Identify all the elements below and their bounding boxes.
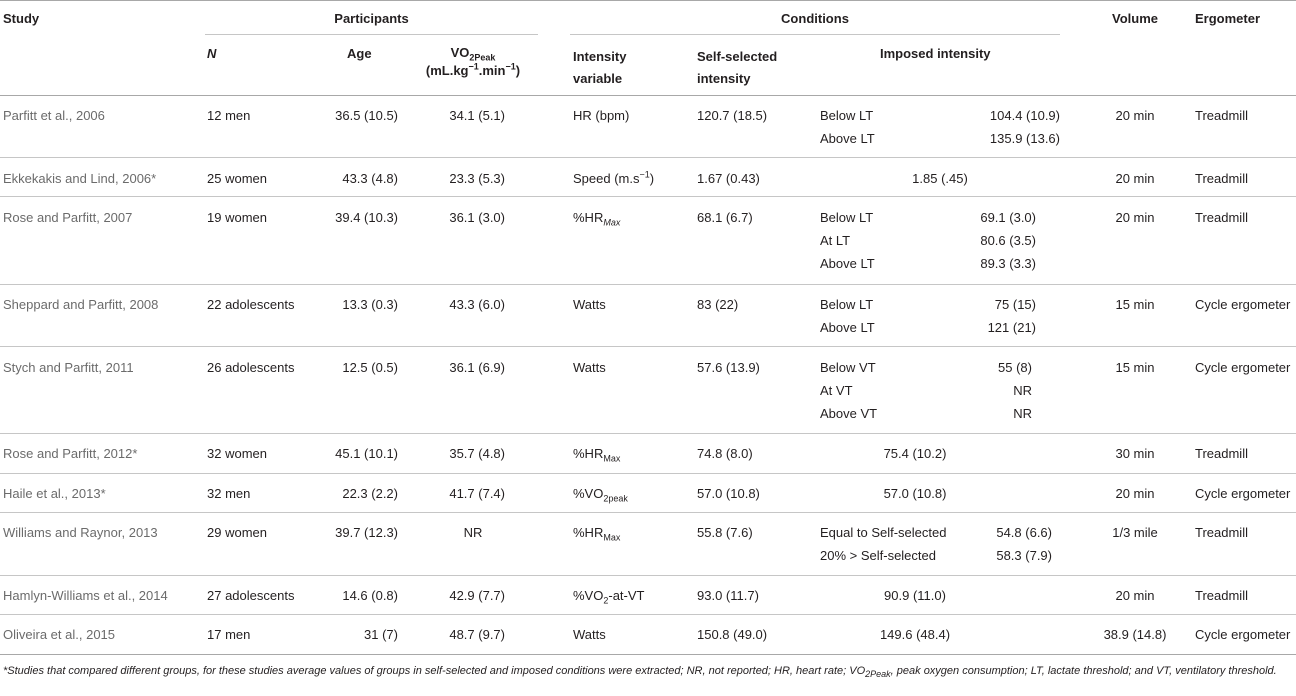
var-text: %HR — [573, 446, 604, 461]
n-cell: 22 adolescents — [207, 297, 295, 312]
ergometer-cell: Treadmill — [1195, 210, 1248, 225]
vo2-sub: 2 — [469, 52, 475, 63]
age-cell: 36.5 (10.5) — [335, 108, 398, 123]
header-bottom-rule — [0, 95, 1296, 96]
var-text: %HR — [573, 525, 604, 540]
ergometer-cell: Cycle ergometer — [1195, 486, 1291, 501]
imposed-value: 149.6 (48.4) — [879, 627, 951, 642]
n-cell: 25 women — [207, 171, 267, 186]
var-sub: 2 — [603, 595, 609, 606]
header-conditions: Conditions — [781, 11, 849, 26]
self-selected-cell: 93.0 (11.7) — [697, 588, 759, 603]
table-bottom-rule — [0, 654, 1296, 655]
vo2-unit-c: ) — [515, 63, 521, 78]
header-vo2peak — [408, 44, 538, 80]
ergometer-cell: Treadmill — [1195, 171, 1248, 186]
row-divider — [0, 196, 1296, 197]
var-sup: −1 — [639, 169, 650, 180]
header-ergometer: Ergometer — [1195, 11, 1261, 26]
ergometer-cell: Treadmill — [1195, 525, 1248, 540]
vo2-cell: 48.7 (9.7) — [449, 627, 505, 642]
imposed-value: 57.0 (10.8) — [883, 486, 947, 501]
imposed-value: 80.6 (3.5) — [980, 233, 1036, 248]
n-cell: 27 adolescents — [207, 588, 295, 603]
row-divider — [0, 346, 1296, 347]
var-text: %VO — [573, 588, 604, 603]
self-selected-line1: Self-selected — [697, 49, 778, 64]
self-selected-line2: intensity — [697, 71, 751, 86]
vo2-cell: 35.7 (4.8) — [449, 446, 505, 461]
imposed-label: Above VT — [820, 406, 878, 421]
imposed-value: 135.9 (13.6) — [989, 131, 1060, 146]
imposed-value: 104.4 (10.9) — [989, 108, 1060, 123]
vo2-cell: 34.1 (5.1) — [449, 108, 505, 123]
intensity-variable-cell — [573, 588, 644, 604]
vo2-cell: 36.1 (3.0) — [449, 210, 505, 225]
vo2-cell: 41.7 (7.4) — [449, 486, 505, 501]
volume-cell: 15 min — [1115, 297, 1155, 312]
imposed-value: 55 (8) — [998, 360, 1032, 375]
volume-cell: 1/3 mile — [1112, 525, 1158, 540]
self-selected-cell: 55.8 (7.6) — [697, 525, 753, 540]
imposed-label: 20% > Self-selected — [820, 548, 936, 563]
imposed-value: 121 (21) — [987, 320, 1036, 335]
study-cell: Rose and Parfitt, 2007 — [3, 210, 133, 225]
imposed-value: 58.3 (7.9) — [996, 548, 1052, 563]
row-divider — [0, 157, 1296, 158]
n-cell: 26 adolescents — [207, 360, 295, 375]
row-divider — [0, 614, 1296, 615]
imposed-label: Below LT — [820, 210, 874, 225]
volume-cell: 15 min — [1115, 360, 1155, 375]
header-age: Age — [347, 46, 372, 61]
header-participants: Participants — [334, 11, 409, 26]
imposed-value: 90.9 (11.0) — [884, 588, 946, 603]
age-cell: 45.1 (10.1) — [335, 446, 398, 461]
vo2-cell: 23.3 (5.3) — [449, 171, 505, 186]
study-cell: Rose and Parfitt, 2012* — [3, 446, 138, 461]
self-selected-cell: 68.1 (6.7) — [697, 210, 753, 225]
vo2-cell: 42.9 (7.7) — [449, 588, 505, 603]
var-text-end: -at-VT — [608, 588, 645, 603]
vo2-cell: 43.3 (6.0) — [449, 297, 505, 312]
intensity-variable-cell: HR (bpm) — [573, 108, 630, 123]
vo2-cell: 36.1 (6.9) — [449, 360, 505, 375]
intensity-variable-cell — [573, 446, 620, 462]
var-text: %VO — [573, 486, 604, 501]
self-selected-cell: 74.8 (8.0) — [697, 446, 753, 461]
age-cell: 22.3 (2.2) — [342, 486, 398, 501]
imposed-label: Below LT — [820, 297, 874, 312]
header-n-text: N — [207, 46, 217, 61]
var-text: Speed (m.s — [573, 171, 640, 186]
vo2-sub-peak: Peak — [474, 52, 496, 63]
n-cell: 19 women — [207, 210, 267, 225]
ergometer-cell: Treadmill — [1195, 588, 1248, 603]
study-cell: Haile et al., 2013* — [3, 486, 106, 501]
n-cell: 32 women — [207, 446, 267, 461]
intensity-variable-cell — [573, 525, 620, 541]
header-self-selected — [697, 46, 777, 90]
volume-cell: 30 min — [1115, 446, 1155, 461]
participants-group-rule — [205, 34, 538, 35]
imposed-value: 54.8 (6.6) — [996, 525, 1052, 540]
row-divider — [0, 284, 1296, 285]
self-selected-cell: 57.6 (13.9) — [697, 360, 760, 375]
age-cell: 39.7 (12.3) — [335, 525, 398, 540]
age-cell: 13.3 (0.3) — [342, 297, 398, 312]
var-text: %HR — [573, 210, 604, 225]
self-selected-cell: 83 (22) — [697, 297, 739, 312]
volume-cell: 20 min — [1115, 108, 1155, 123]
imposed-label: Above LT — [820, 320, 875, 335]
n-cell: 32 men — [207, 486, 251, 501]
intensity-variable-cell: Watts — [573, 627, 606, 642]
n-cell: 12 men — [207, 108, 251, 123]
volume-cell: 20 min — [1115, 171, 1155, 186]
var-sub: Max — [603, 453, 621, 464]
age-cell: 43.3 (4.8) — [342, 171, 398, 186]
study-cell: Sheppard and Parfitt, 2008 — [3, 297, 159, 312]
self-selected-cell: 150.8 (49.0) — [697, 627, 768, 642]
var-sub: Max — [603, 532, 621, 543]
header-study: Study — [3, 11, 40, 26]
study-cell: Stych and Parfitt, 2011 — [3, 360, 134, 375]
study-cell: Ekkekakis and Lind, 2006* — [3, 171, 157, 186]
study-cell: Oliveira et al., 2015 — [3, 627, 116, 642]
ergometer-cell: Cycle ergometer — [1195, 297, 1291, 312]
table-top-rule — [0, 0, 1296, 1]
study-cell: Williams and Raynor, 2013 — [3, 525, 158, 540]
imposed-label: Above LT — [820, 131, 875, 146]
intensity-variable-line2: variable — [573, 71, 623, 86]
age-cell: 14.6 (0.8) — [342, 588, 398, 603]
age-cell: 31 (7) — [364, 627, 398, 642]
intensity-variable-cell: Watts — [573, 360, 606, 375]
volume-cell: 20 min — [1115, 486, 1155, 501]
ergometer-cell: Cycle ergometer — [1195, 360, 1291, 375]
row-divider — [0, 512, 1296, 513]
volume-cell: 20 min — [1115, 210, 1155, 225]
header-n — [207, 46, 216, 62]
age-cell: 12.5 (0.5) — [342, 360, 398, 375]
study-cell: Parfitt et al., 2006 — [3, 108, 105, 123]
row-divider — [0, 575, 1296, 576]
ergometer-cell: Treadmill — [1195, 108, 1248, 123]
conditions-group-rule — [570, 34, 1060, 35]
imposed-value: 75 (15) — [994, 297, 1036, 312]
imposed-label: Equal to Self-selected — [820, 525, 947, 540]
self-selected-cell: 57.0 (10.8) — [697, 486, 760, 501]
imposed-value: 69.1 (3.0) — [980, 210, 1036, 225]
volume-cell: 38.9 (14.8) — [1103, 627, 1167, 642]
vo2-unit-b: .min — [478, 63, 506, 78]
imposed-label: Below VT — [820, 360, 876, 375]
footnote-text-end: , peak oxygen consumption; LT, lactate threshold; and VT, ventilatory threshold. — [890, 665, 1277, 677]
imposed-value: 89.3 (3.3) — [980, 256, 1036, 271]
n-cell: 29 women — [207, 525, 267, 540]
imposed-label: At VT — [820, 383, 853, 398]
footnote-sub: 2Peak — [865, 669, 891, 680]
vo2-unit-sup2: −1 — [505, 61, 516, 72]
intensity-variable-cell — [573, 171, 654, 187]
vo2-cell: NR — [463, 525, 483, 540]
study-cell: Hamlyn-Williams et al., 2014 — [3, 588, 168, 603]
imposed-value: 1.85 (.45) — [912, 171, 968, 186]
var-sub: 2peak — [603, 493, 628, 504]
imposed-value: 75.4 (10.2) — [883, 446, 947, 461]
var-sub: Max — [603, 217, 621, 228]
imposed-label: At LT — [820, 233, 851, 248]
intensity-variable-line1: Intensity — [573, 49, 627, 64]
intensity-variable-cell — [573, 486, 628, 502]
self-selected-cell: 1.67 (0.43) — [697, 171, 760, 186]
age-cell: 39.4 (10.3) — [335, 210, 398, 225]
vo2-label: VO — [450, 45, 470, 60]
vo2-unit-sup1: −1 — [468, 61, 479, 72]
header-imposed: Imposed intensity — [880, 46, 991, 61]
var-text-end: ) — [649, 171, 655, 186]
imposed-label: Above LT — [820, 256, 875, 271]
vo2-unit-a: (mL.kg — [425, 63, 469, 78]
row-divider — [0, 473, 1296, 474]
n-cell: 17 men — [207, 627, 251, 642]
ergometer-cell: Cycle ergometer — [1195, 627, 1291, 642]
ergometer-cell: Treadmill — [1195, 446, 1248, 461]
volume-cell: 20 min — [1115, 588, 1155, 603]
imposed-value: NR — [1013, 406, 1032, 421]
footnote-text: *Studies that compared different groups, for these studies average values of groups in self-selected and imposed conditions were extracted; NR, not reported; HR, heart rate; VO — [3, 665, 866, 677]
intensity-variable-cell: Watts — [573, 297, 606, 312]
header-intensity-variable — [573, 46, 626, 90]
table-footnote — [3, 663, 1293, 679]
self-selected-cell: 120.7 (18.5) — [697, 108, 768, 123]
row-divider — [0, 433, 1296, 434]
imposed-label: Below LT — [820, 108, 874, 123]
intensity-variable-cell — [573, 210, 620, 226]
imposed-value: NR — [1013, 383, 1032, 398]
header-volume: Volume — [1112, 11, 1158, 26]
